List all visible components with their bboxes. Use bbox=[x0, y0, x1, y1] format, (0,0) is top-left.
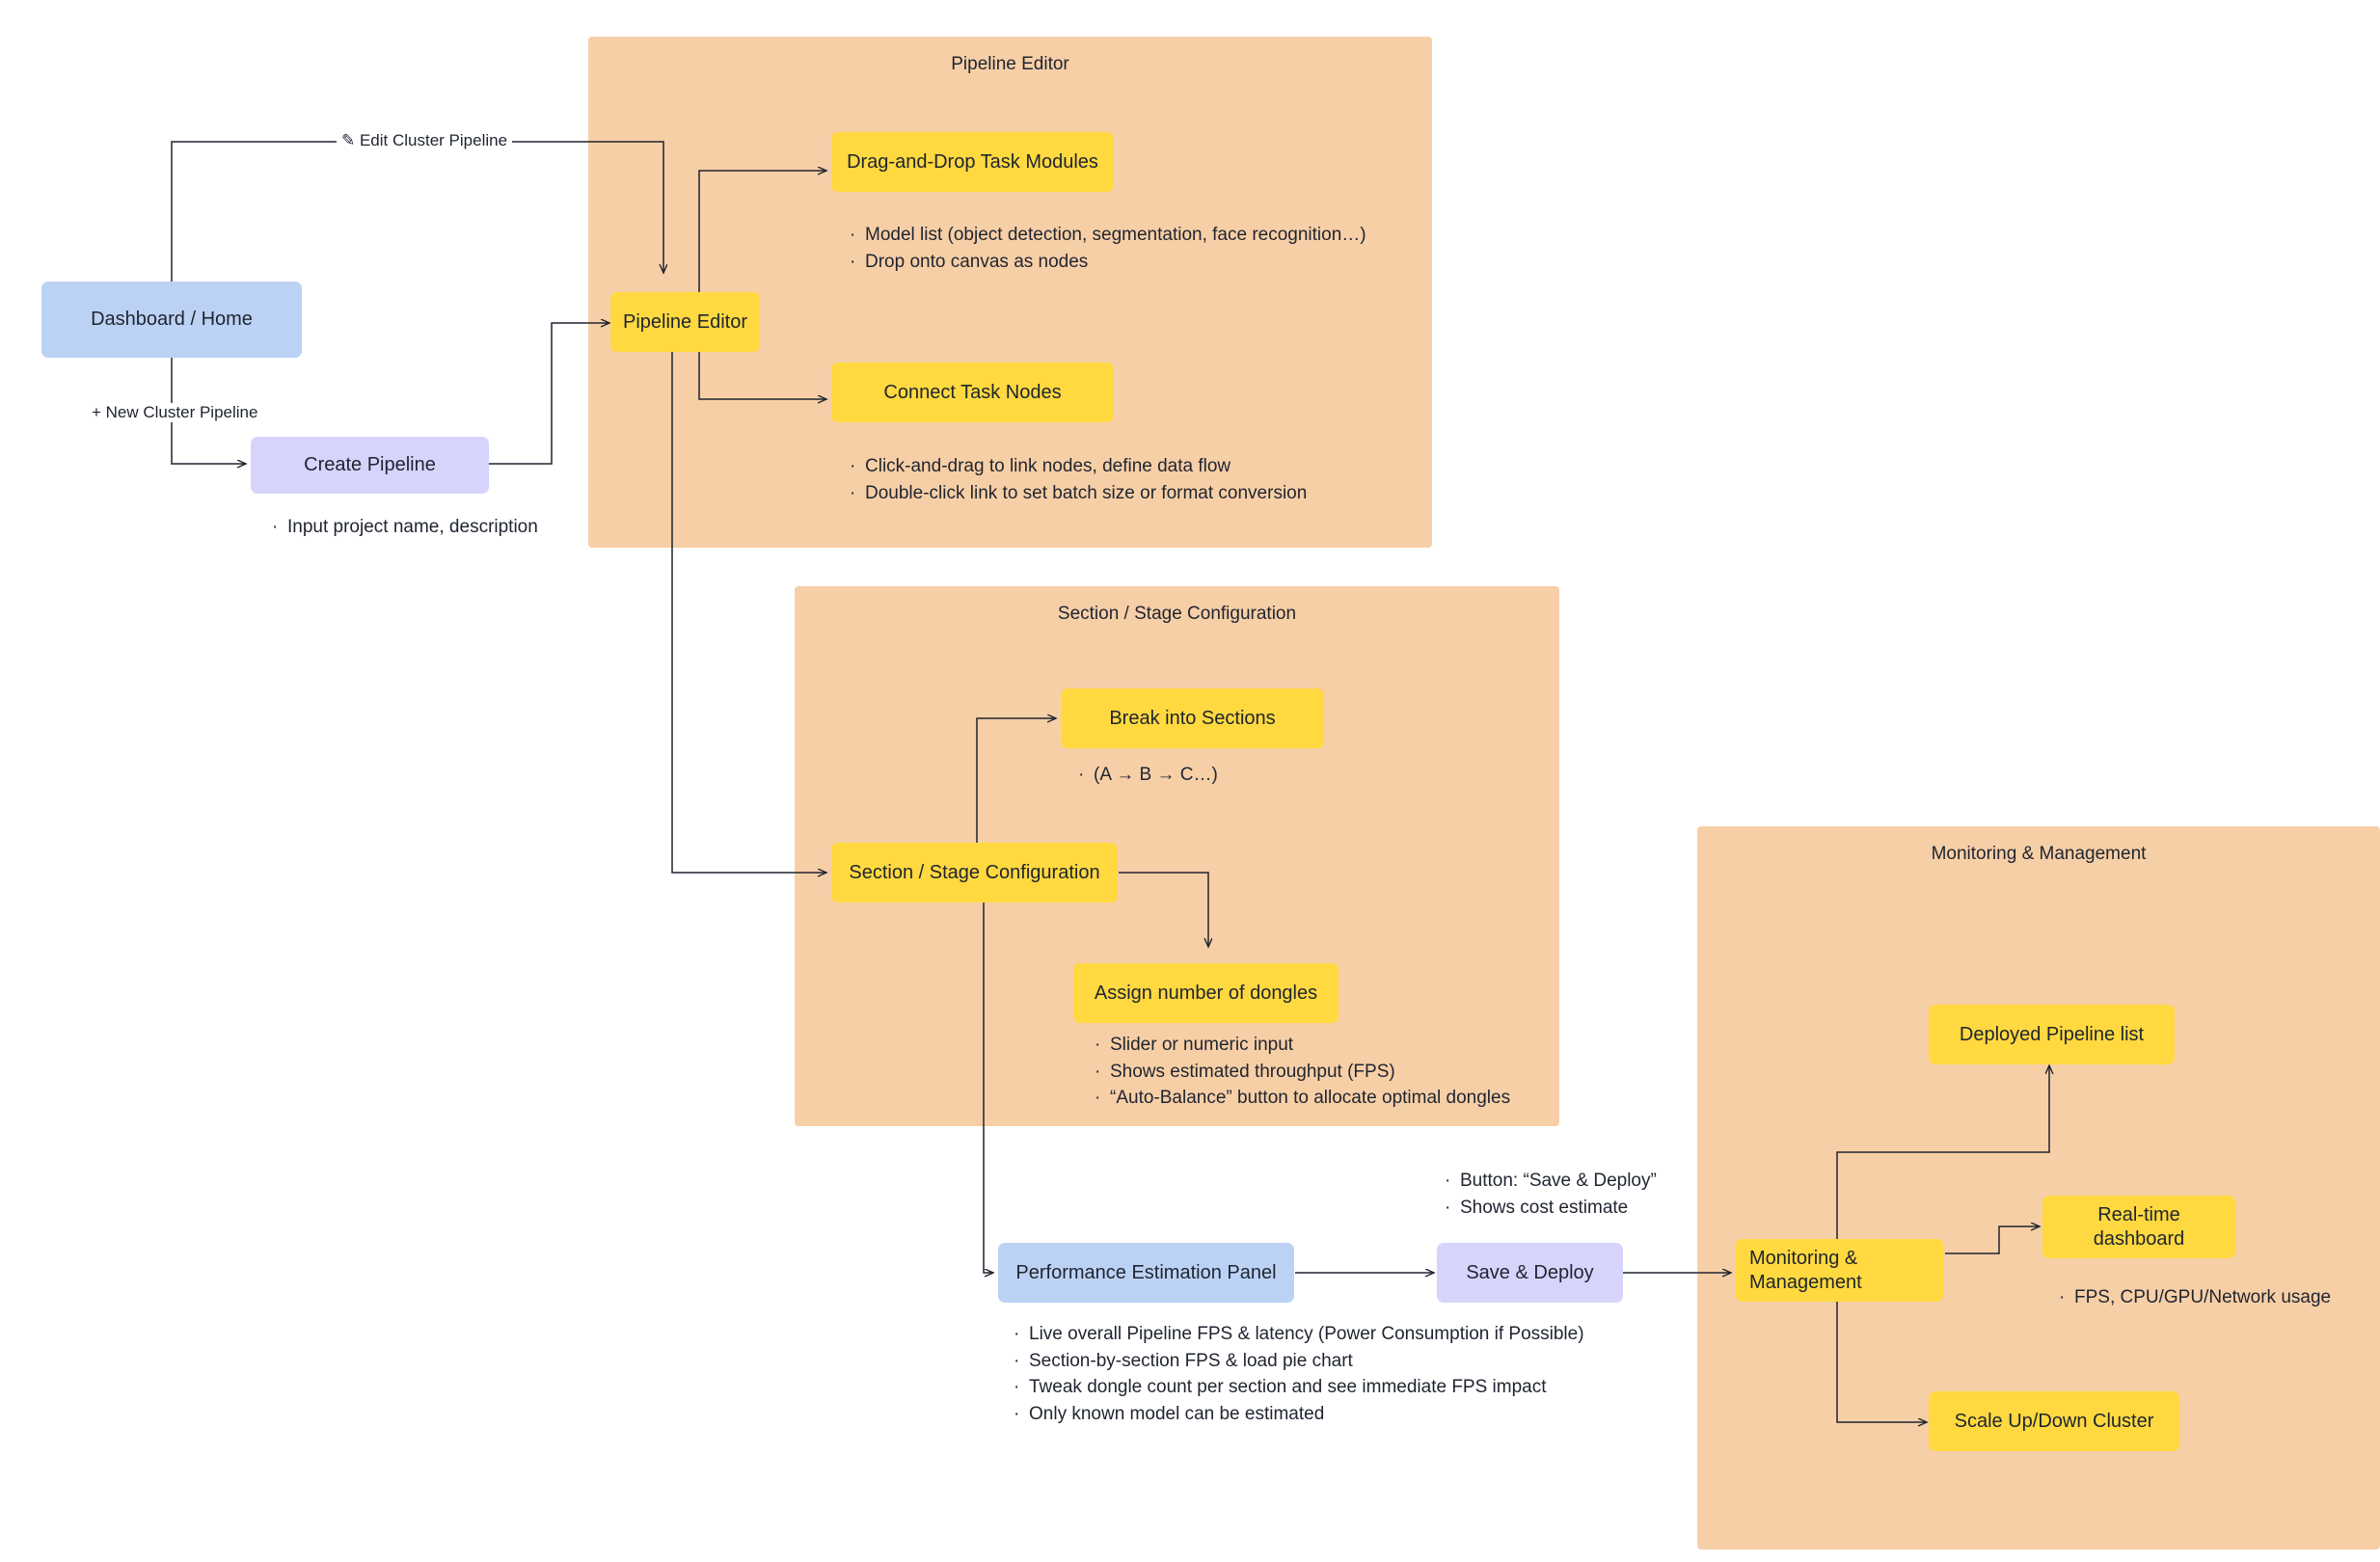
note-item: · Double-click link to set batch size or format conversion bbox=[850, 480, 1307, 507]
notes-assign-dongles bbox=[1095, 1032, 1510, 1112]
node-dashboard-home[interactable]: Dashboard / Home bbox=[41, 282, 302, 358]
notes-performance-panel bbox=[1014, 1321, 1584, 1427]
node-save-and-deploy[interactable]: Save & Deploy bbox=[1437, 1243, 1623, 1303]
note-item: · Input project name, description bbox=[272, 514, 538, 541]
note-item: · Shows estimated throughput (FPS) bbox=[1095, 1059, 1510, 1086]
note-item: · (A → B → C…) bbox=[1078, 762, 1218, 789]
note-item: · Live overall Pipeline FPS & latency (Power Consumption if Possible) bbox=[1014, 1321, 1584, 1348]
notes-create-pipeline bbox=[272, 514, 538, 541]
node-deployed-pipeline-list[interactable]: Deployed Pipeline list bbox=[1929, 1005, 2175, 1064]
note-item: · Section-by-section FPS & load pie chart bbox=[1014, 1348, 1584, 1375]
node-monitoring-management[interactable]: Monitoring & Management bbox=[1736, 1239, 1943, 1302]
note-item: · Shows cost estimate bbox=[1445, 1195, 1657, 1222]
note-item: · Slider or numeric input bbox=[1095, 1032, 1510, 1059]
note-item: · Click-and-drag to link nodes, define data flow bbox=[850, 453, 1307, 480]
edge-label-edit-cluster-pipeline: ✎ Edit Cluster Pipeline bbox=[337, 131, 512, 150]
node-performance-estimation-panel[interactable]: Performance Estimation Panel bbox=[998, 1243, 1294, 1303]
note-item: · Tweak dongle count per section and see immediate FPS impact bbox=[1014, 1374, 1584, 1401]
notes-realtime-dashboard bbox=[2059, 1284, 2331, 1311]
note-item: · FPS, CPU/GPU/Network usage bbox=[2059, 1284, 2331, 1311]
group-title-pipeline-editor: Pipeline Editor bbox=[951, 54, 1069, 74]
notes-save-and-deploy bbox=[1445, 1168, 1657, 1221]
node-section-stage-configuration[interactable]: Section / Stage Configuration bbox=[831, 843, 1118, 902]
note-item: · “Auto-Balance” button to allocate optimal dongles bbox=[1095, 1085, 1510, 1112]
node-assign-number-of-dongles[interactable]: Assign number of dongles bbox=[1073, 963, 1339, 1023]
note-item: · Button: “Save & Deploy” bbox=[1445, 1168, 1657, 1195]
note-item: · Drop onto canvas as nodes bbox=[850, 249, 1366, 276]
node-scale-up-down-cluster[interactable]: Scale Up/Down Cluster bbox=[1929, 1391, 2179, 1451]
group-title-monitoring: Monitoring & Management bbox=[1931, 844, 2147, 864]
node-drag-and-drop-task-modules[interactable]: Drag-and-Drop Task Modules bbox=[831, 132, 1114, 192]
node-connect-task-nodes[interactable]: Connect Task Nodes bbox=[831, 363, 1114, 422]
node-break-into-sections[interactable]: Break into Sections bbox=[1061, 688, 1324, 748]
note-item: · Model list (object detection, segmentation, face recognition…) bbox=[850, 222, 1366, 249]
notes-connect-task-nodes bbox=[850, 453, 1307, 506]
edge-label-new-cluster-pipeline: + New Cluster Pipeline bbox=[87, 403, 262, 422]
node-pipeline-editor[interactable]: Pipeline Editor bbox=[610, 292, 760, 352]
note-item: · Only known model can be estimated bbox=[1014, 1401, 1584, 1428]
node-create-pipeline[interactable]: Create Pipeline bbox=[251, 437, 489, 494]
notes-break-into-sections bbox=[1078, 762, 1218, 789]
notes-drag-and-drop bbox=[850, 222, 1366, 275]
node-realtime-dashboard[interactable]: Real-time dashboard bbox=[2042, 1196, 2235, 1258]
group-title-section-stage: Section / Stage Configuration bbox=[1057, 604, 1297, 624]
